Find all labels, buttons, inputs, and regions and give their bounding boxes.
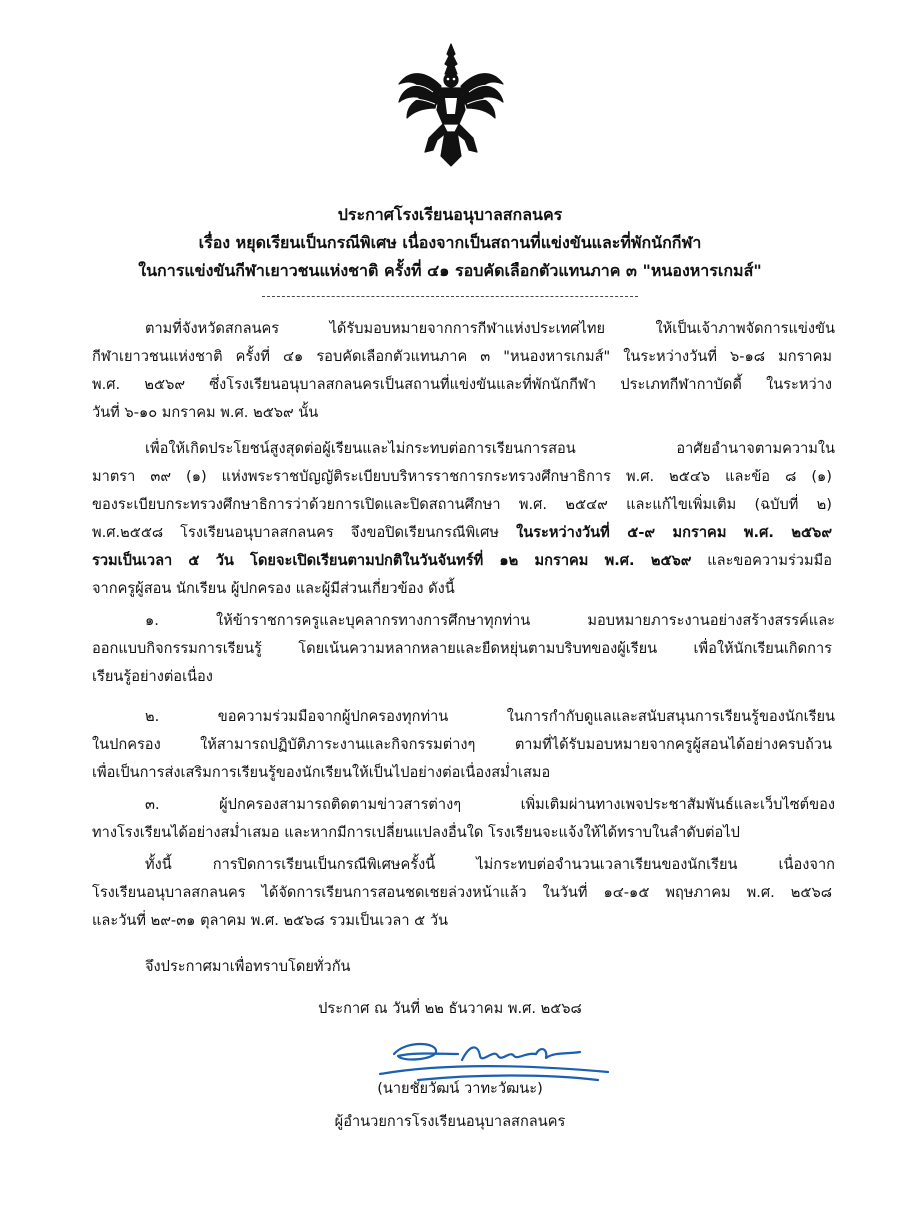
- announcement-subject: เรื่อง หยุดเรียนเป็นกรณีพิเศษ เนื่องจากเป็นสถานที่แข่งขันและที่พักนักกีฬา: [198, 233, 702, 252]
- item-3-line-2: ทางโรงเรียนได้อย่างสม่ำเสมอ และหากมีการเปลี่ยนแปลงอื่นใด โรงเรียนจะแจ้งให้ได้ทราบในลำดับต่อไป: [92, 824, 740, 841]
- paragraph-2-line-6: จากครูผู้สอน นักเรียน ผู้ปกครอง และผู้มีส่วนเกี่ยวข้อง ดังนี้: [92, 580, 455, 597]
- signer-name: (นายชัยวัฒน์ วาทะวัฒนะ): [377, 1080, 543, 1097]
- announcement-subject-continued: ในการแข่งขันกีฬาเยาวชนแห่งชาติ ครั้งที่ ๔๑ รอบคัดเลือกตัวแทนภาค ๓ "หนองหารเกมส์": [138, 261, 762, 280]
- closing-statement: จึงประกาศมาเพื่อทราบโดยทั่วกัน: [145, 958, 351, 975]
- paragraph-2-line-5: [92, 550, 832, 572]
- title-divider: [262, 296, 638, 297]
- paragraph-3-line-2: โรงเรียนอนุบาลสกลนคร ได้จัดการเรียนการสอนชดเชยล่วงหน้าแล้ว ในวันที่ ๑๔-๑๕ พฤษภาคม พ.ศ. ๒๕๖๘: [92, 884, 832, 901]
- paragraph-2-line-3: ของระเบียบกระทรวงศึกษาธิการว่าด้วยการเปิดและปิดสถานศึกษา พ.ศ. ๒๕๔๙ และแก้ไขเพิ่มเติม (ฉบับที่ ๒): [92, 496, 832, 513]
- announcement-date: ประกาศ ณ วันที่ ๒๒ ธันวาคม พ.ศ. ๒๕๖๘: [318, 1000, 582, 1017]
- reopening-date: รวมเป็นเวลา ๕ วัน โดยจะเปิดเรียนตามปกติในวันจันทร์ที่ ๑๒ มกราคม พ.ศ. ๒๕๖๙: [92, 552, 692, 569]
- paragraph-2-line-4-text: พ.ศ.๒๕๕๘ โรงเรียนอนุบาลสกลนคร จึงขอปิดเรียนกรณีพิเศษ: [92, 524, 517, 541]
- closure-period: ในระหว่างวันที่ ๕-๙ มกราคม พ.ศ. ๒๕๖๙: [516, 524, 833, 541]
- item-2-line-2: ในปกครอง ให้สามารถปฏิบัติภาระงานและกิจกรรมต่างๆ ตามที่ได้รับมอบหมายจากครูผู้สอนได้อย่างครบถ้วน: [92, 736, 832, 753]
- item-2-line-3: เพื่อเป็นการส่งเสริมการเรียนรู้ของนักเรียนให้เป็นไปอย่างต่อเนื่องสม่ำเสมอ: [92, 764, 551, 781]
- paragraph-1-line-3: พ.ศ. ๒๕๖๙ ซึ่งโรงเรียนอนุบาลสกลนครเป็นสถานที่แข่งขันและที่พักนักกีฬา ประเภทกีฬากาบัดดี้ ในระหว่าง: [92, 376, 832, 393]
- signer-position: ผู้อำนวยการโรงเรียนอนุบาลสกลนคร: [334, 1113, 566, 1130]
- item-1-line-2: ออกแบบกิจกรรมการเรียนรู้ โดยเน้นความหลากหลายและยืดหยุ่นตามบริบทของผู้เรียน เพื่อให้นักเรียนเกิดการ: [92, 640, 832, 657]
- paragraph-2-line-1: เพื่อให้เกิดประโยชน์สูงสุดต่อผู้เรียนและไม่กระทบต่อการเรียนการสอน อาศัยอำนาจตามความใน: [145, 440, 835, 457]
- item-1-line-3: เรียนรู้อย่างต่อเนื่อง: [92, 668, 213, 685]
- item-1-line-1: ๑. ให้ข้าราชการครูและบุคลากรทางการศึกษาทุกท่าน มอบหมายภาระงานอย่างสร้างสรรค์และ: [145, 612, 835, 629]
- paragraph-1-line-2: กีฬาเยาวชนแห่งชาติ ครั้งที่ ๔๑ รอบคัดเลือกตัวแทนภาค ๓ "หนองหารเกมส์" ในระหว่างวันที่ ๖-๑๘ มกราคม: [92, 348, 832, 365]
- item-2-line-1: ๒. ขอความร่วมมือจากผู้ปกครองทุกท่าน ในการกำกับดูแลและสนับสนุนการเรียนรู้ของนักเรียน: [145, 708, 835, 725]
- paragraph-2-line-2: มาตรา ๓๙ (๑) แห่งพระราชบัญญัติระเบียบบริหารราชการกระทรวงศึกษาธิการ พ.ศ. ๒๕๔๖ และข้อ ๘ (๑): [92, 468, 832, 485]
- paragraph-3-line-3: และวันที่ ๒๙-๓๑ ตุลาคม พ.ศ. ๒๕๖๘ รวมเป็นเวลา ๕ วัน: [92, 912, 449, 929]
- garuda-emblem-icon: [395, 40, 507, 170]
- item-3-line-1: ๓. ผู้ปกครองสามารถติดตามข่าวสารต่างๆ เพิ่มเติมผ่านทางเพจประชาสัมพันธ์และเว็บไซต์ของ: [145, 796, 835, 813]
- paragraph-1-line-4: วันที่ ๖-๑๐ มกราคม พ.ศ. ๒๕๖๙ นั้น: [92, 404, 319, 421]
- paragraph-3-line-1: ทั้งนี้ การปิดการเรียนเป็นกรณีพิเศษครั้งนี้ ไม่กระทบต่อจำนวนเวลาเรียนของนักเรียน เนื่องจาก: [145, 856, 835, 873]
- announcement-title: ประกาศโรงเรียนอนุบาลสกลนคร: [337, 205, 563, 224]
- paragraph-2-line-4: [92, 522, 832, 544]
- paragraph-2-line-5-text: และขอความร่วมมือ: [691, 552, 832, 569]
- paragraph-1-line-1: ตามที่จังหวัดสกลนคร ได้รับมอบหมายจากการกีฬาแห่งประเทศไทย ให้เป็นเจ้าภาพจัดการแข่งขัน: [145, 320, 835, 337]
